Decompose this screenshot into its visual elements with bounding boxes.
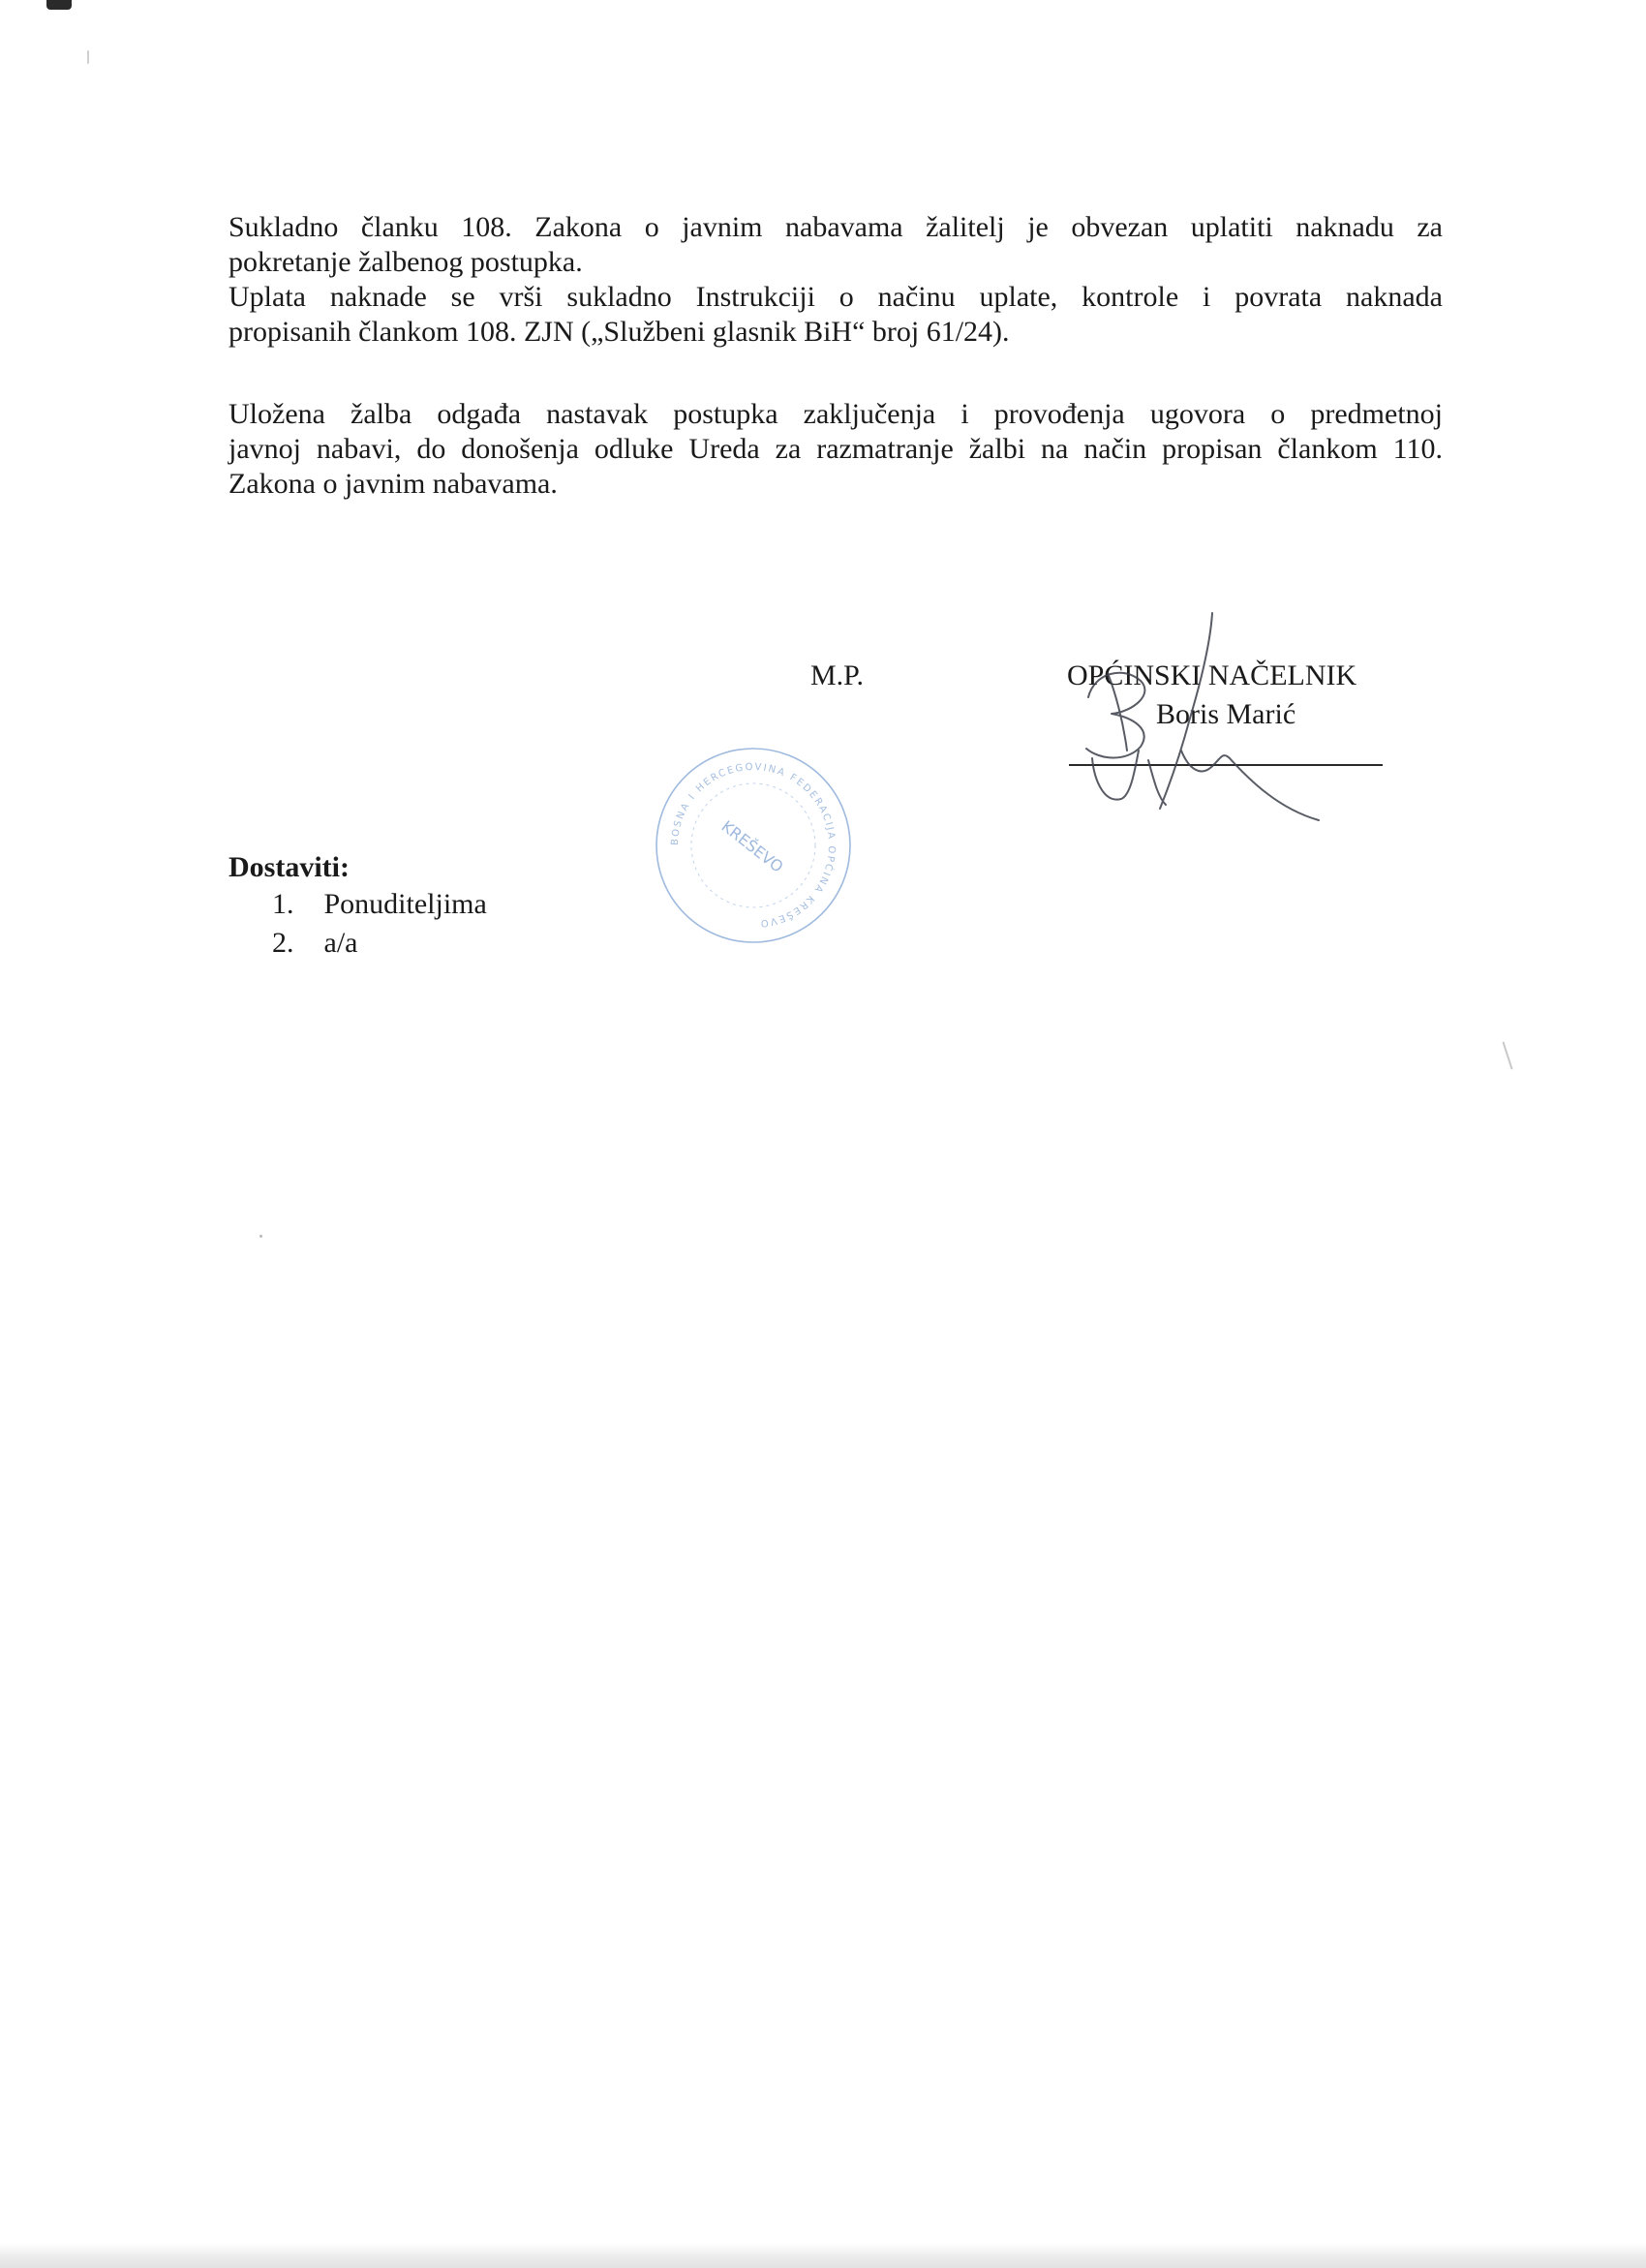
paragraph-line: javnoj nabavi, do donošenja odluke Ureda za razmatranje žalbi na način propisan člankom 110. <box>229 433 1443 465</box>
paragraph-line: Uplata naknade se vrši sukladno Instrukciji o načinu uplate, kontrole i povrata naknada <box>229 281 1443 313</box>
paragraph-line: Zakona o javnim nabavama. <box>229 468 558 500</box>
paragraph-appeal-suspension <box>229 397 1443 502</box>
signatory-title: OPĆINSKI NAČELNIK <box>1067 659 1357 691</box>
scan-corner-mark <box>46 0 72 10</box>
paragraph-line: Uložena žalba odgađa nastavak postupka zaključenja i provođenja ugovora o predmetnoj <box>229 398 1443 430</box>
distribution-item-text: Ponuditeljima <box>323 888 487 920</box>
distribution-item <box>229 887 487 922</box>
scan-bottom-edge <box>0 2243 1646 2268</box>
distribution-item-number: 1. <box>272 888 294 920</box>
signatory-name: Boris Marić <box>1156 698 1296 730</box>
scan-speck <box>87 50 89 64</box>
distribution-item <box>229 926 487 961</box>
handwritten-signature <box>1065 605 1356 838</box>
paragraph-line: pokretanje žalbenog postupka. <box>229 246 583 278</box>
paragraph-line: propisanih člankom 108. ZJN („Službeni glasnik BiH“ broj 61/24). <box>229 316 1010 348</box>
scan-speck <box>1502 1041 1512 1069</box>
distribution-item-text: a/a <box>323 927 358 959</box>
stamp-ring-text: BOSNA I HERCEGOVINA FEDERACIJA OPĆINA KREŠEVO <box>669 761 838 929</box>
scan-speck <box>259 1235 262 1238</box>
paragraph-line: Sukladno članku 108. Zakona o javnim nabavama žalitelj je obvezan uplatiti naknadu za <box>229 211 1443 243</box>
official-stamp <box>651 744 856 947</box>
seal-placeholder-label: M.P. <box>810 659 865 691</box>
stamp-center-text: KREŠEVO <box>717 816 787 876</box>
distribution-item-number: 2. <box>272 927 294 959</box>
distribution-heading: Dostaviti: <box>229 851 350 883</box>
distribution-list <box>229 887 487 965</box>
paragraph-fee-payment <box>229 210 1443 350</box>
